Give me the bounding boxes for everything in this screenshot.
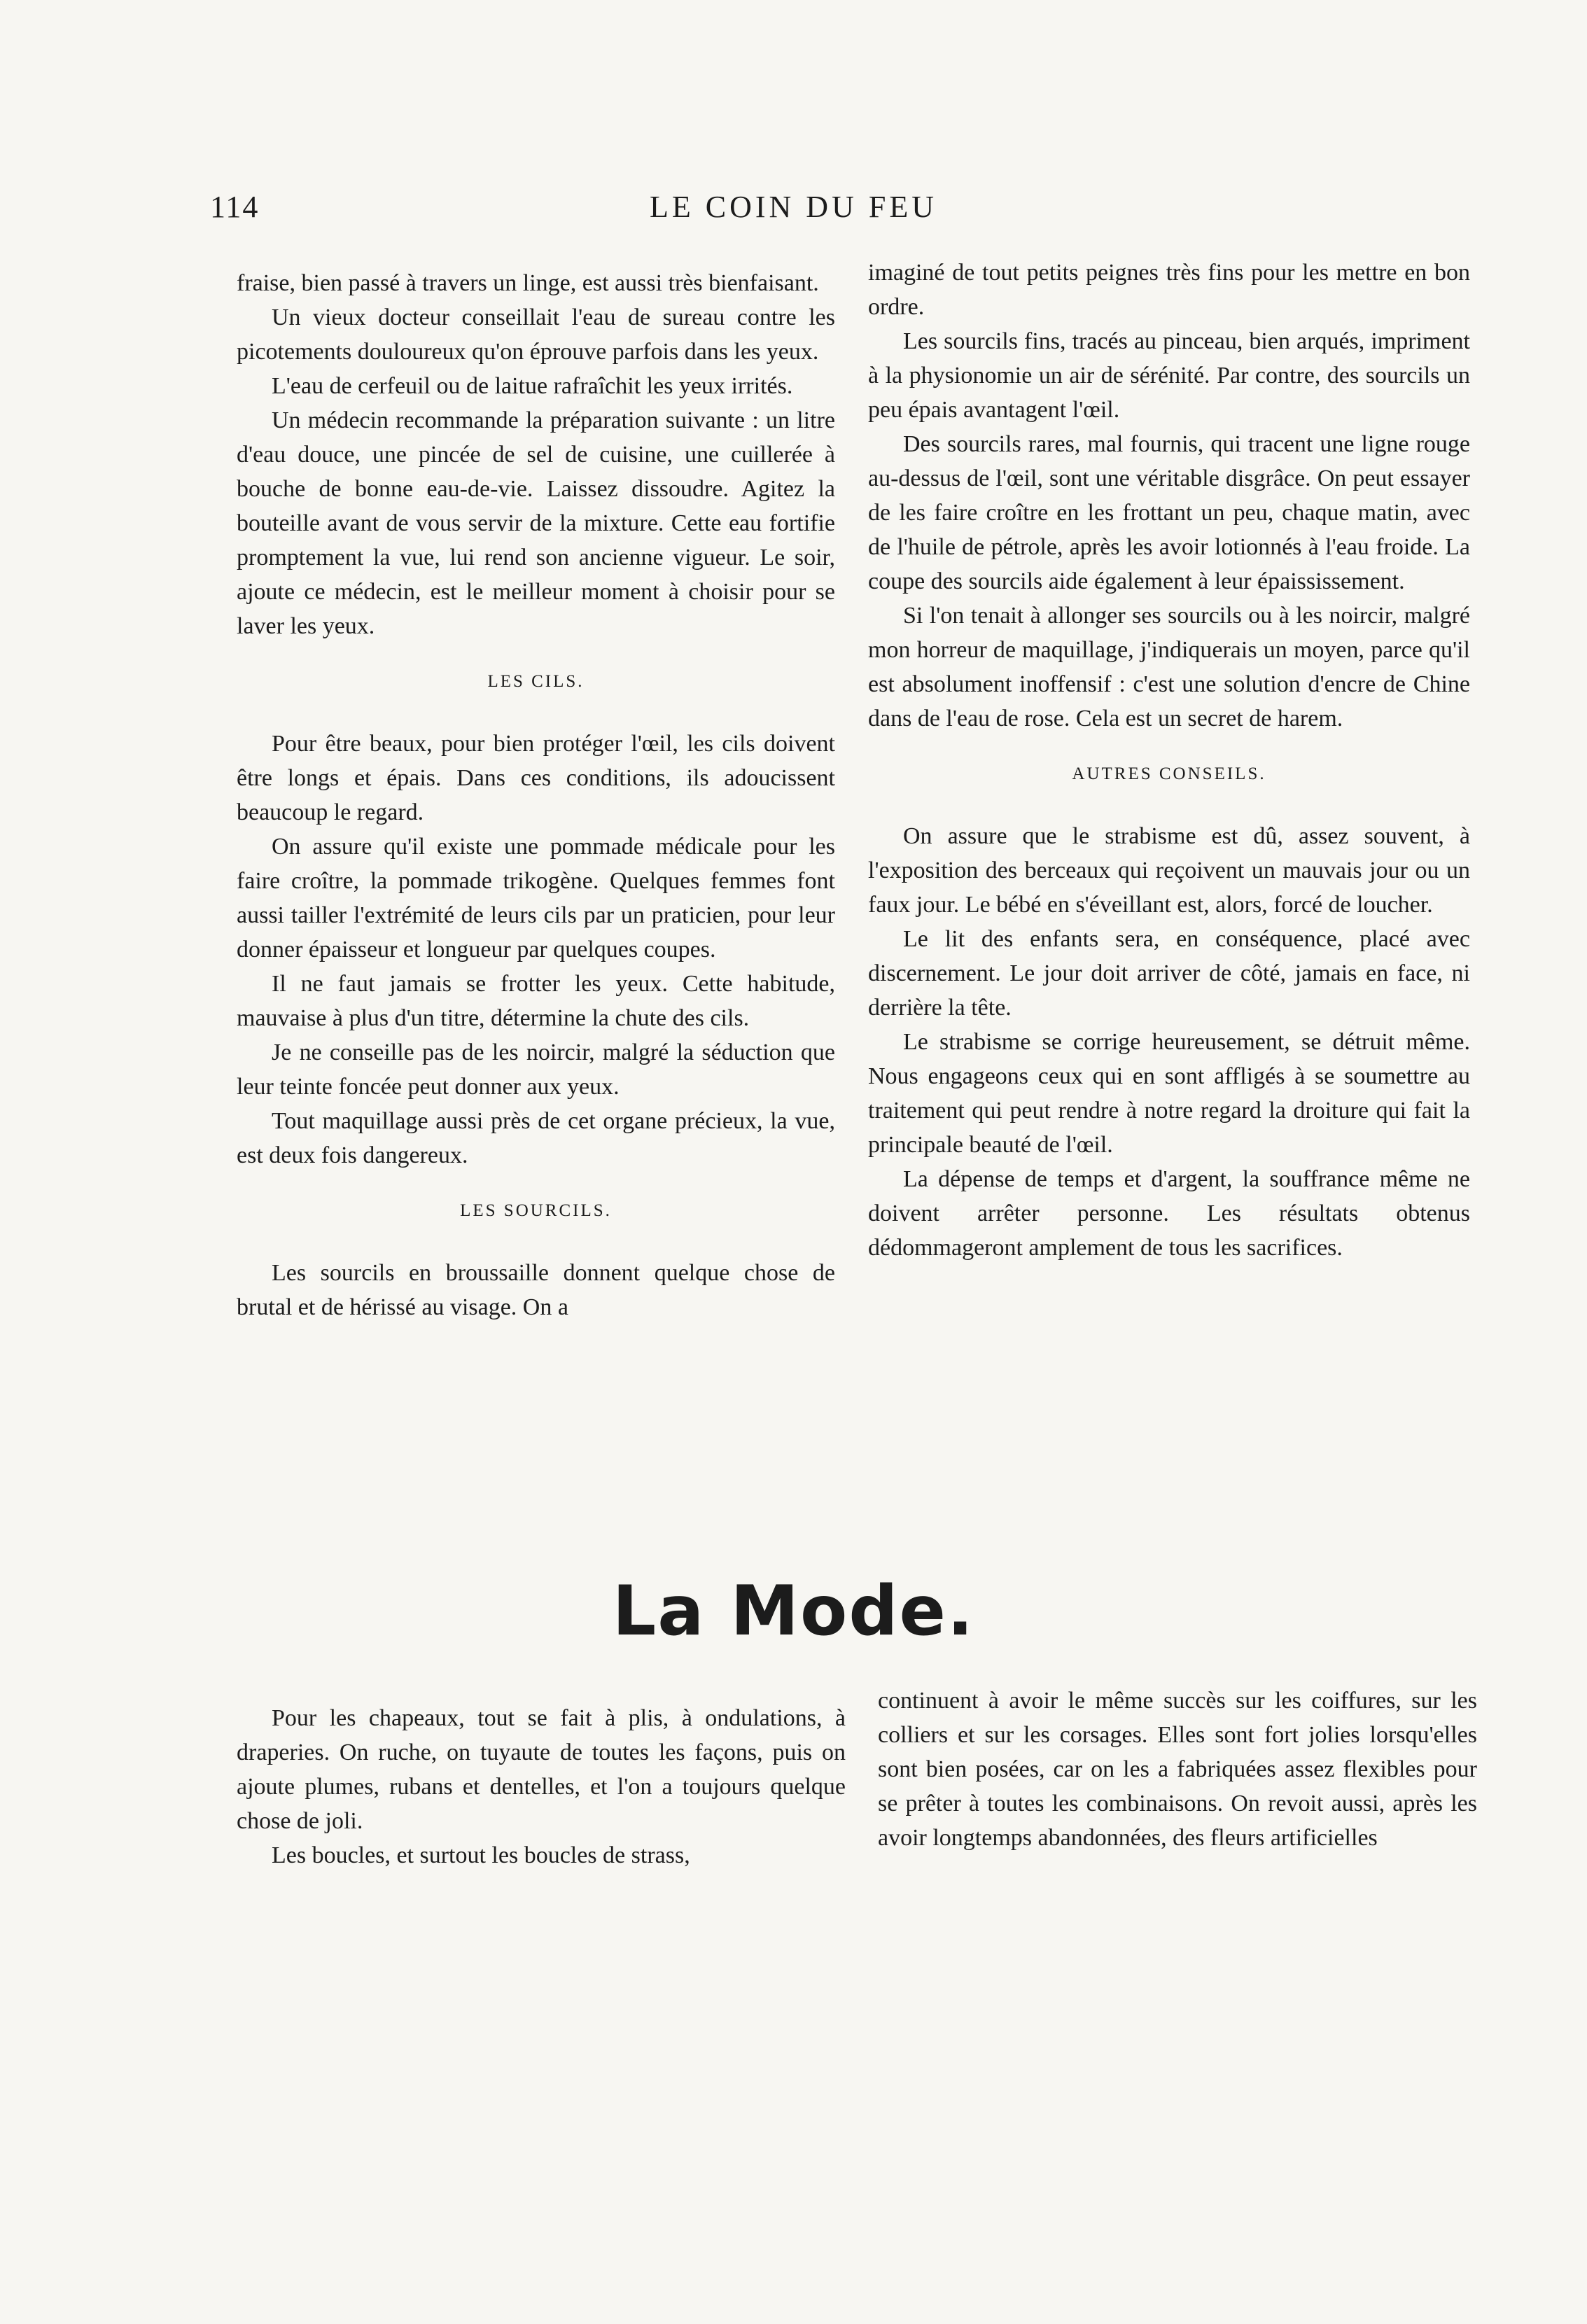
paragraph: Les boucles, et surtout les boucles de strass, [272,1842,690,1868]
paragraph: Le lit des enfants sera, en conséquence, placé avec discernement. Le jour doit arriver de côté, jamais en face, ni derrière la tête. [868,926,1470,1021]
running-title: LE COIN DU FEU [650,190,937,224]
paragraph: L'eau de cerfeuil ou de laitue rafraîchit les yeux irrités. [272,373,793,399]
paragraph: Des sourcils rares, mal fournis, qui tracent une ligne rouge au-dessus de l'œil, sont une véritable disgrâce. On peut essayer de les faire croître en les frottant un peu, chaque matin, avec de l'huile de pétrole, après les avoir lotionnés à l'eau froide. La coupe des sourcils aide également à leur épaississement. [868,431,1470,594]
paragraph: Pour les chapeaux, tout se fait à plis, à ondulations, à draperies. On ruche, on tuyaute de toutes les façons, puis on ajoute plumes, rubans et dentelles, et l'on a toujours quelque chose de joli. [237,1705,846,1834]
paragraph: Pour être beaux, pour bien protéger l'œil, les cils doivent être longs et épais. Dans ces conditions, ils adoucissent beaucoup le regard. [237,731,835,825]
section-heading-autres-conseils: AUTRES CONSEILS. [1072,764,1266,783]
paragraph: Les sourcils fins, tracés au pinceau, bien arqués, impriment à la physionomie un air de sérénité. Par contre, des sourcils un peu épais avantagent l'œil. [868,328,1470,423]
paragraph: Si l'on tenait à allonger ses sourcils ou à les noircir, malgré mon horreur de maquillage, j'indiquerais un moyen, parce qu'il est absolument inoffensif : c'est une solution d'encre de Chine dans de l'eau de rose. Cela est un secret de harem. [868,603,1470,732]
paragraph: Le strabisme se corrige heureusement, se détruit même. Nous engageons ceux qui en sont affligés à se soumettre au traitement qui peut rendre à notre regard la droiture qui fait la principale beauté de l'œil. [868,1029,1470,1158]
paragraph: Un médecin recommande la préparation suivante : un litre d'eau douce, une pincée de sel de cuisine, une cuillerée à bouche de bonne eau-de-vie. Laissez dissoudre. Agitez la bouteille avant de vous servir de la mixture. Cette eau fortifie promptement la vue, lui rend son ancienne vigueur. Le soir, ajoute ce médecin, est le meilleur moment à choisir pour se laver les yeux. [237,407,835,639]
paragraph: On assure qu'il existe une pommade médicale pour les faire croître, la pommade trikogène. Quelques femmes font aussi tailler l'extrémité de leurs cils par un praticien, pour leur donner épaisseur et longueur par quelques coupes. [237,834,835,962]
paragraph: La dépense de temps et d'argent, la souffrance même ne doivent arrêter personne. Les résultats obtenus dédommageront amplement de tous les sacrifices. [868,1166,1470,1261]
section-heading-cils: LES CILS. [487,672,585,691]
paragraph: On assure que le strabisme est dû, assez souvent, à l'exposition des berceaux qui reçoivent un mauvais jour ou un faux jour. Le bébé en s'éveillant est, alors, forcé de loucher. [868,823,1470,918]
paragraph: Tout maquillage aussi près de cet organe précieux, la vue, est deux fois dangereux. [237,1108,835,1168]
paragraph: imaginé de tout petits peignes très fins pour les mettre en bon ordre. [868,260,1470,320]
paragraph: Il ne faut jamais se frotter les yeux. Cette habitude, mauvaise à plus d'un titre, détermine la chute des cils. [237,971,835,1031]
section-heading-sourcils: LES SOURCILS. [460,1201,612,1220]
section-title-la-mode: La Mode. [612,1572,975,1651]
paragraph: Les sourcils en broussaille donnent quelque chose de brutal et de hérissé au visage. On a [237,1260,835,1320]
paragraph: continuent à avoir le même succès sur les coiffures, sur les colliers et sur les corsages. Elles sont fort jolies lorsqu'elles sont bien posées, car on les a fabriquées assez flexibles pour se prêter à toutes les combinaisons. On revoit aussi, après les avoir longtemps abandonnées, des fleurs artificielles [878,1688,1477,1851]
paragraph: fraise, bien passé à travers un linge, est aussi très bienfaisant. [237,270,819,296]
page-number: 114 [210,190,260,224]
paragraph: Je ne conseille pas de les noircir, malgré la séduction que leur teinte foncée peut donner aux yeux. [237,1040,835,1100]
left-column-top [237,266,835,1324]
right-column-bottom [878,1684,1477,1855]
left-column-bottom [237,1701,846,1872]
right-column-top [868,255,1470,1265]
paragraph: Un vieux docteur conseillait l'eau de sureau contre les picotements douloureux qu'on éprouve parfois dans les yeux. [237,304,835,365]
